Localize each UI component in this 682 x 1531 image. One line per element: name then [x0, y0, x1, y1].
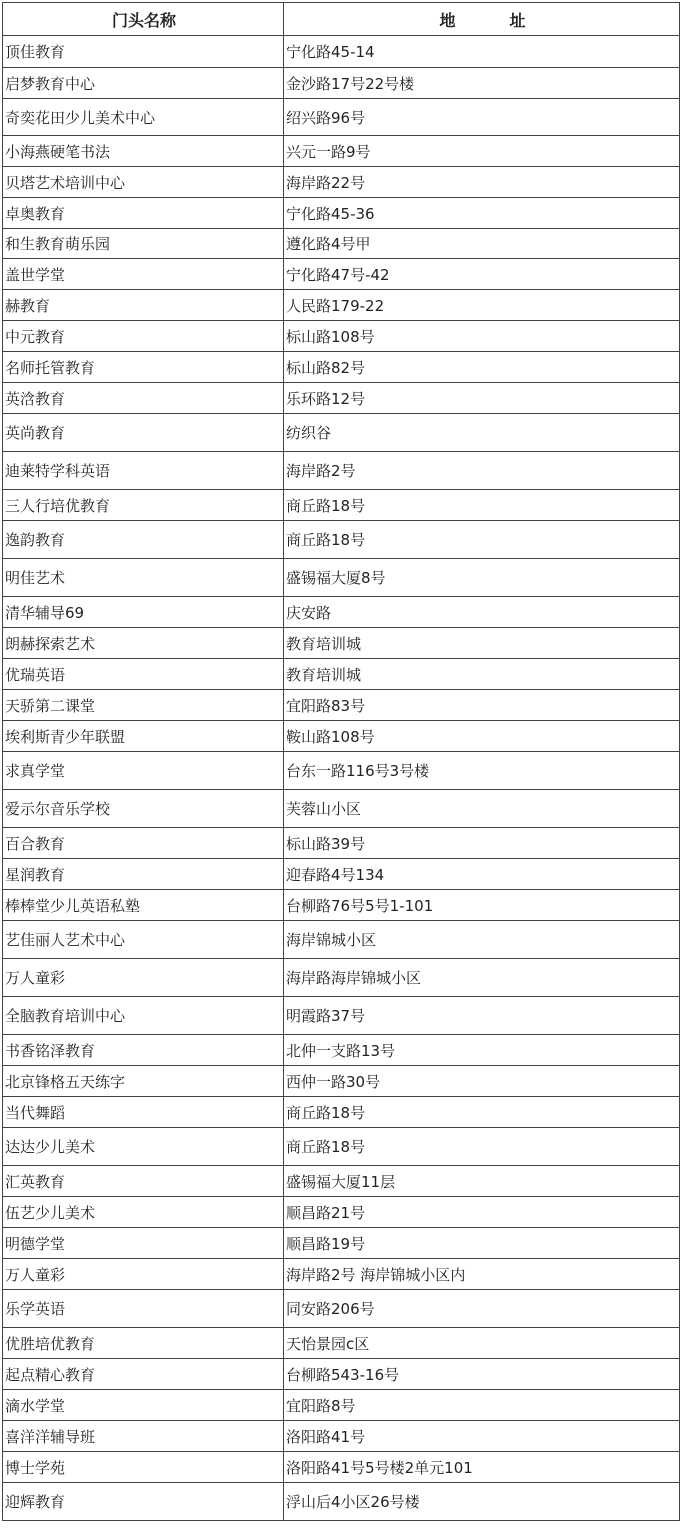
address-cell: 纺织谷	[284, 414, 680, 452]
store-name-cell: 伍艺少儿美术	[3, 1197, 284, 1228]
table-row	[3, 1259, 680, 1290]
table-row	[3, 659, 680, 690]
table-row	[3, 559, 680, 597]
table-row	[3, 383, 680, 414]
address-cell: 同安路206号	[284, 1290, 680, 1328]
store-name-cell: 小海燕硬笔书法	[3, 136, 284, 167]
table-row	[3, 1066, 680, 1097]
address-cell: 盛锡福大厦8号	[284, 559, 680, 597]
header-store-name: 门头名称	[3, 3, 284, 36]
address-cell: 宁化路45-36	[284, 198, 680, 229]
table-row	[3, 628, 680, 659]
address-cell: 鞍山路108号	[284, 721, 680, 752]
table-row	[3, 229, 680, 259]
header-address-char-2: 址	[509, 10, 526, 30]
store-name-cell: 埃利斯青少年联盟	[3, 721, 284, 752]
table-row	[3, 1128, 680, 1166]
table-row	[3, 290, 680, 321]
store-name-cell: 达达少儿美术	[3, 1128, 284, 1166]
table-row	[3, 997, 680, 1035]
store-name-cell: 万人童彩	[3, 1259, 284, 1290]
store-name-cell: 三人行培优教育	[3, 490, 284, 521]
address-cell: 盛锡福大厦11层	[284, 1166, 680, 1197]
address-cell: 商丘路18号	[284, 1097, 680, 1128]
store-name-cell: 优胜培优教育	[3, 1328, 284, 1359]
address-cell: 商丘路18号	[284, 521, 680, 559]
table-row	[3, 790, 680, 828]
store-name-cell: 盖世学堂	[3, 259, 284, 290]
store-name-cell: 奇奕花田少儿美术中心	[3, 99, 284, 136]
table-row	[3, 259, 680, 290]
table-row	[3, 352, 680, 383]
address-cell: 洛阳路41号5号楼2单元101	[284, 1452, 680, 1483]
table-row	[3, 99, 680, 136]
table-row	[3, 597, 680, 628]
table-row	[3, 452, 680, 490]
store-name-cell: 名师托管教育	[3, 352, 284, 383]
table-row	[3, 921, 680, 959]
store-name-cell: 优瑞英语	[3, 659, 284, 690]
store-name-cell: 贝塔艺术培训中心	[3, 167, 284, 198]
address-cell: 海岸路2号	[284, 452, 680, 490]
table-row	[3, 68, 680, 99]
address-cell: 标山路39号	[284, 828, 680, 859]
table-row	[3, 521, 680, 559]
store-name-cell: 百合教育	[3, 828, 284, 859]
address-cell: 教育培训城	[284, 628, 680, 659]
address-cell: 遵化路4号甲	[284, 229, 680, 259]
store-name-cell: 和生教育萌乐园	[3, 229, 284, 259]
address-cell: 宁化路45-14	[284, 36, 680, 68]
store-name-cell: 中元教育	[3, 321, 284, 352]
address-cell: 海岸路海岸锦城小区	[284, 959, 680, 997]
table-row	[3, 1097, 680, 1128]
address-cell: 商丘路18号	[284, 490, 680, 521]
address-cell: 明霞路37号	[284, 997, 680, 1035]
header-row	[3, 3, 680, 36]
table-row	[3, 721, 680, 752]
store-name-cell: 英尚教育	[3, 414, 284, 452]
table-row	[3, 1035, 680, 1066]
address-cell: 迎春路4号134	[284, 859, 680, 890]
store-name-cell: 喜洋洋辅导班	[3, 1421, 284, 1452]
store-name-cell: 顶佳教育	[3, 36, 284, 68]
address-cell: 庆安路	[284, 597, 680, 628]
table-row	[3, 490, 680, 521]
store-name-cell: 艺佳丽人艺术中心	[3, 921, 284, 959]
address-cell: 芙蓉山小区	[284, 790, 680, 828]
store-name-cell: 逸韵教育	[3, 521, 284, 559]
address-cell: 西仲一路30号	[284, 1066, 680, 1097]
table-row	[3, 1328, 680, 1359]
table-row	[3, 198, 680, 229]
address-cell: 人民路179-22	[284, 290, 680, 321]
store-name-cell: 爱示尔音乐学校	[3, 790, 284, 828]
table-row	[3, 1359, 680, 1390]
store-name-cell: 迎辉教育	[3, 1483, 284, 1521]
store-name-cell: 全脑教育培训中心	[3, 997, 284, 1035]
address-cell: 海岸锦城小区	[284, 921, 680, 959]
address-cell: 宜阳路8号	[284, 1390, 680, 1421]
table-row	[3, 1452, 680, 1483]
table-row	[3, 414, 680, 452]
table-row	[3, 1290, 680, 1328]
table-row	[3, 1390, 680, 1421]
store-name-cell: 博士学苑	[3, 1452, 284, 1483]
table-row	[3, 859, 680, 890]
store-name-cell: 滴水学堂	[3, 1390, 284, 1421]
address-cell: 绍兴路96号	[284, 99, 680, 136]
address-cell: 天怡景园c区	[284, 1328, 680, 1359]
table-row	[3, 167, 680, 198]
address-cell: 台柳路76号5号1-101	[284, 890, 680, 921]
table-row	[3, 1197, 680, 1228]
table-row	[3, 1228, 680, 1259]
store-name-cell: 书香铭泽教育	[3, 1035, 284, 1066]
table-row	[3, 959, 680, 997]
table-row	[3, 828, 680, 859]
store-address-table	[2, 2, 680, 1521]
store-name-cell: 起点精心教育	[3, 1359, 284, 1390]
store-name-cell: 当代舞蹈	[3, 1097, 284, 1128]
address-cell: 顺昌路21号	[284, 1197, 680, 1228]
store-name-cell: 乐学英语	[3, 1290, 284, 1328]
table-row	[3, 321, 680, 352]
table-row	[3, 690, 680, 721]
header-address-char-1: 地	[439, 10, 456, 30]
table-row	[3, 890, 680, 921]
address-cell: 标山路108号	[284, 321, 680, 352]
store-name-cell: 卓奥教育	[3, 198, 284, 229]
store-name-cell: 汇英教育	[3, 1166, 284, 1197]
store-name-cell: 迪莱特学科英语	[3, 452, 284, 490]
address-cell: 标山路82号	[284, 352, 680, 383]
address-cell: 教育培训城	[284, 659, 680, 690]
address-cell: 台柳路543-16号	[284, 1359, 680, 1390]
address-cell: 兴元一路9号	[284, 136, 680, 167]
table-row	[3, 752, 680, 790]
store-name-cell: 明佳艺术	[3, 559, 284, 597]
header-address	[284, 3, 680, 36]
store-name-cell: 北京锋格五天练字	[3, 1066, 284, 1097]
store-name-cell: 天骄第二课堂	[3, 690, 284, 721]
address-cell: 金沙路17号22号楼	[284, 68, 680, 99]
store-name-cell: 启梦教育中心	[3, 68, 284, 99]
store-name-cell: 棒棒堂少儿英语私塾	[3, 890, 284, 921]
address-cell: 台东一路116号3号楼	[284, 752, 680, 790]
store-name-cell: 求真学堂	[3, 752, 284, 790]
table-row	[3, 1421, 680, 1452]
store-name-cell: 朗赫探索艺术	[3, 628, 284, 659]
address-cell: 洛阳路41号	[284, 1421, 680, 1452]
table-row	[3, 136, 680, 167]
address-cell: 宁化路47号-42	[284, 259, 680, 290]
address-cell: 商丘路18号	[284, 1128, 680, 1166]
table-row	[3, 1483, 680, 1521]
store-name-cell: 万人童彩	[3, 959, 284, 997]
table-row	[3, 1166, 680, 1197]
address-cell: 宜阳路83号	[284, 690, 680, 721]
address-cell: 海岸路2号 海岸锦城小区内	[284, 1259, 680, 1290]
address-cell: 海岸路22号	[284, 167, 680, 198]
store-name-cell: 星润教育	[3, 859, 284, 890]
store-name-cell: 明德学堂	[3, 1228, 284, 1259]
address-cell: 顺昌路19号	[284, 1228, 680, 1259]
table-row	[3, 36, 680, 68]
address-cell: 北仲一支路13号	[284, 1035, 680, 1066]
address-cell: 浮山后4小区26号楼	[284, 1483, 680, 1521]
store-name-cell: 赫教育	[3, 290, 284, 321]
store-name-cell: 清华辅导69	[3, 597, 284, 628]
address-cell: 乐环路12号	[284, 383, 680, 414]
store-name-cell: 英浛教育	[3, 383, 284, 414]
